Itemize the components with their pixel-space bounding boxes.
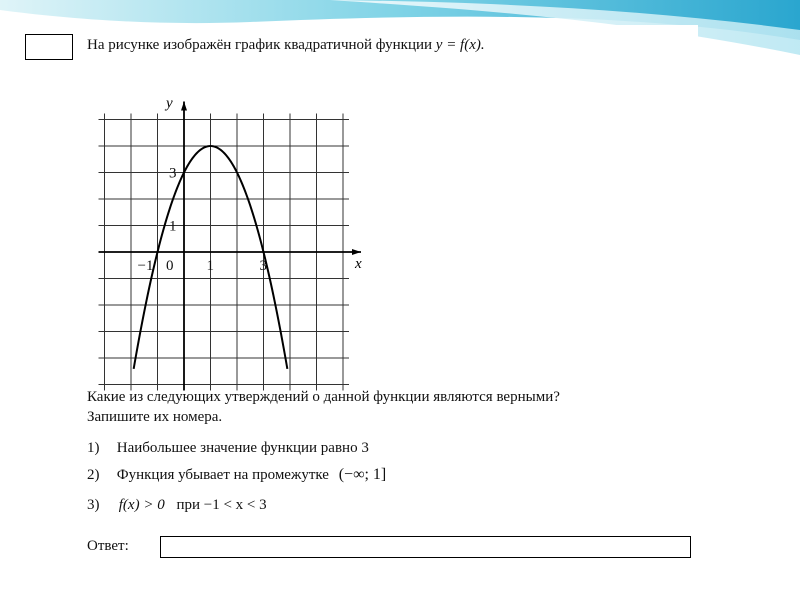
option-2-formula: (−∞; 1] [338,466,387,483]
x-tick-label: 0 [166,258,174,274]
y-axis-label: y [166,95,173,112]
y-tick-label: 1 [169,218,177,235]
task-title-formula: y = f(x). [435,37,485,53]
x-tick-label: −1 [137,258,154,274]
task-title-text: На рисунке изображён график квадратичной функции [87,37,433,53]
question-line-1: Какие из следующих утверждений о данной функции являются верными? [87,389,560,405]
option-1-number: 1) [87,440,100,456]
option-1-text: Наибольшее значение функции равно 3 [116,440,369,456]
option-3-formula: f(x) > 0 [118,497,165,513]
option-3-number: 3) [87,497,100,513]
question-line-2: Запишите их номера. [87,409,223,425]
answer-label: Ответ: [87,538,129,554]
parabola-chart [87,61,362,379]
answer-input-box[interactable] [160,536,691,558]
x-axis-arrow [352,249,361,255]
y-tick-label: 3 [169,165,177,182]
option-2-text: Функция убывает на промежутке [116,467,329,483]
x-axis-label: x [355,256,362,272]
x-tick-label: 3 [259,258,267,274]
option-3 [87,497,267,514]
task-number-box [25,34,73,60]
option-3-text: при −1 < x < 3 [176,497,267,513]
x-tick-label: 1 [206,258,214,274]
option-2 [87,466,386,484]
option-1 [87,440,369,457]
y-axis-arrow [181,102,187,111]
option-2-number: 2) [87,467,100,483]
task-card [25,25,698,566]
task-title [87,37,485,54]
